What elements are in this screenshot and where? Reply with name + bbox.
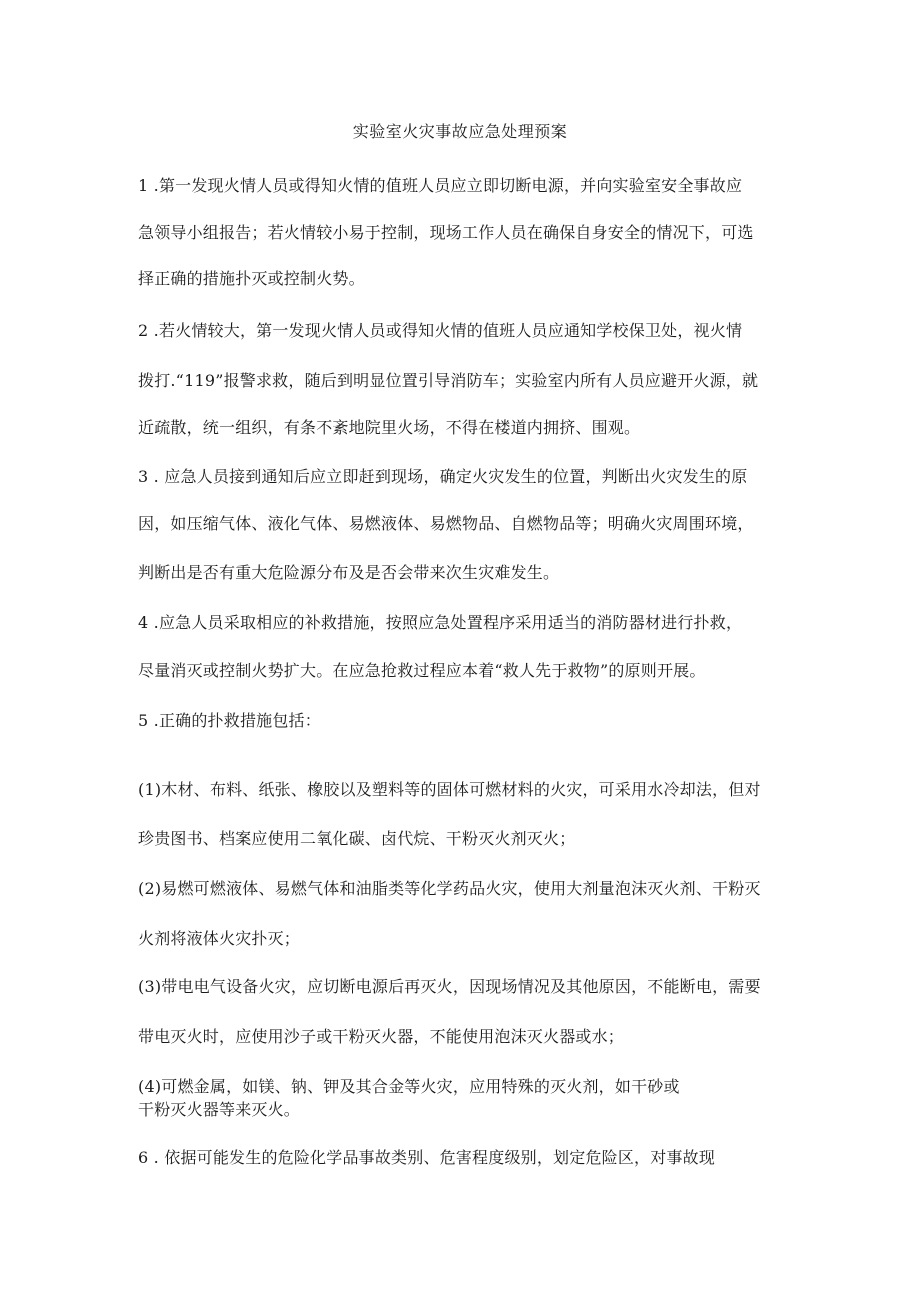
- text-line: 近疏散，统一组织，有条不紊地院里火场，不得在楼道内拥挤、围观。: [138, 418, 641, 437]
- text-line: 拨打.“119”报警求救，随后到明显位置引导消防车；实验室内所有人员应避开火源，就: [138, 371, 759, 390]
- text-line: (3)带电电气设备火灾，应切断电源后再灭火，因现场情况及其他原因，不能断电，需要: [138, 977, 761, 996]
- text-line: 6 . 依据可能发生的危险化学品事故类别、危害程度级别，划定危险区，对事故现: [138, 1148, 716, 1167]
- text-line: 5 .正确的扑救措施包括：: [138, 711, 321, 730]
- text-line: 带电灭火时，应使用沙子或干粉灭火器，不能使用泡沫灭火器或水；: [138, 1027, 625, 1046]
- text-line: 干粉灭火器等来灭火。: [138, 1100, 301, 1119]
- text-line: (4)可燃金属，如镁、钠、钾及其合金等火灾，应用特殊的灭火剂，如干砂或: [138, 1077, 680, 1096]
- text-line: 因，如压缩气体、液化气体、易燃液体、易燃物品、自燃物品等；明确火灾周围环境，: [138, 514, 754, 533]
- text-line: 择正确的措施扑灭或控制火势。: [138, 269, 365, 288]
- text-line: 3 . 应急人员接到通知后应立即赶到现场，确定火灾发生的位置，判断出火灾发生的原: [138, 467, 748, 486]
- text-line: 急领导小组报告；若火情较小易于控制，现场工作人员在确保自身安全的情况下，可选: [138, 223, 754, 242]
- text-line: (2)易燃可燃液体、易燃气体和油脂类等化学药品火灾，使用大剂量泡沫灭火剂、干粉灭: [138, 879, 761, 898]
- text-line: 珍贵图书、档案应使用二氧化碳、卤代烷、干粉灭火剂灭火；: [138, 829, 576, 848]
- text-line: 4 .应急人员采取相应的补救措施，按照应急处置程序采用适当的消防器材进行扑救，: [138, 613, 743, 632]
- text-line: 尽量消灭或控制火势扩大。在应急抢救过程应本着“救人先于救物”的原则开展。: [138, 661, 706, 680]
- text-line: (1)木材、布料、纸张、橡胶以及塑料等的固体可燃材料的火灾，可采用水冷却法，但对: [138, 780, 761, 799]
- document-title: 实验室火灾事故应急处理预案: [352, 122, 568, 141]
- text-line: 1 .第一发现火情人员或得知火情的值班人员应立即切断电源，并向实验室安全事故应: [138, 176, 743, 195]
- text-line: 2 .若火情较大，第一发现火情人员或得知火情的值班人员应通知学校保卫处，视火情: [138, 321, 743, 340]
- text-line: 判断出是否有重大危险源分布及是否会带来次生灾难发生。: [138, 563, 560, 582]
- text-line: 火剂将液体火灾扑灭；: [138, 929, 301, 948]
